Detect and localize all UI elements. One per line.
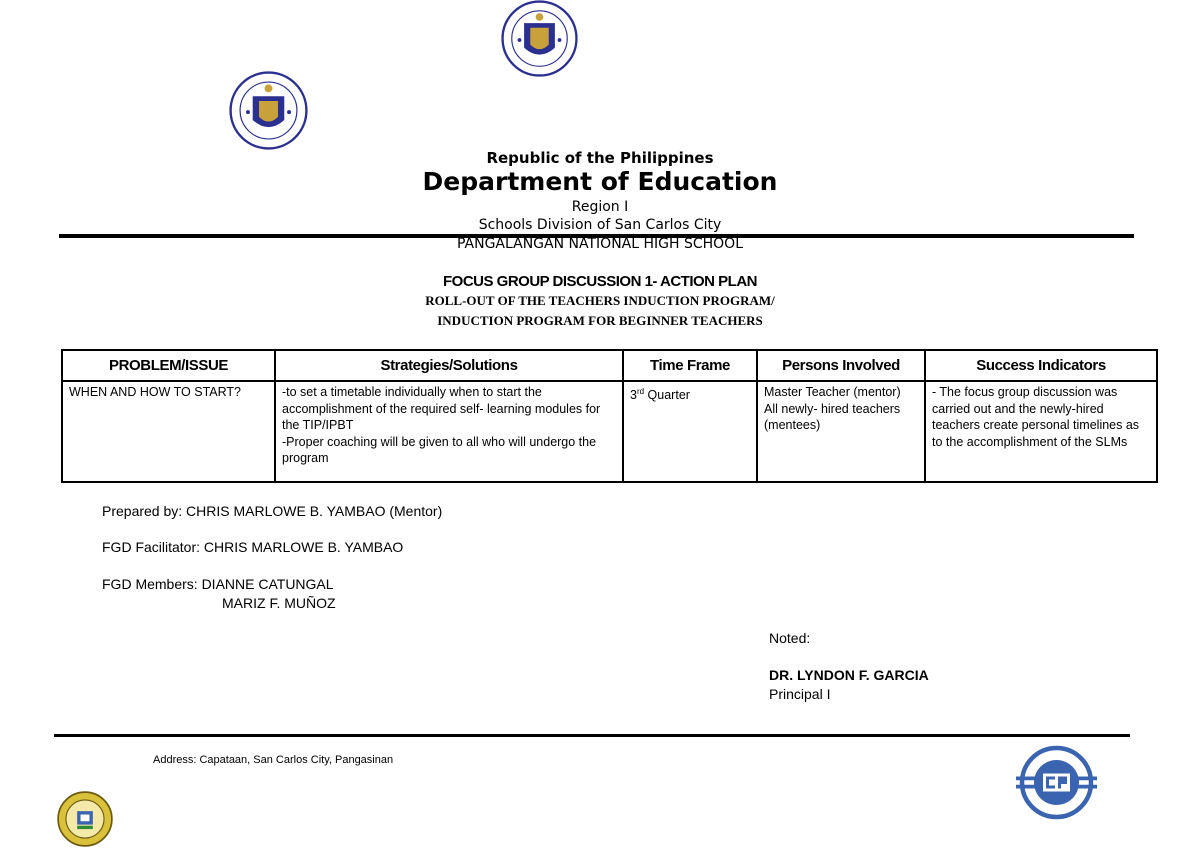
header-republic: Republic of the Philippines [486, 149, 714, 167]
cell-time-frame [623, 381, 757, 482]
table-row [62, 381, 1157, 482]
time-frame-number: 3 [630, 388, 637, 403]
cell-problem: WHEN AND HOW TO START? [62, 381, 275, 482]
school-address: Address: Capataan, San Carlos City, Pangasinan [153, 754, 394, 766]
column-header-strategies: Strategies/Solutions [275, 350, 623, 381]
fgd-members: FGD Members: DIANNE CATUNGAL [102, 576, 334, 592]
tgp-quality-logo-icon [1013, 745, 1100, 820]
school-logo-icon [57, 791, 113, 847]
header-division: Schools Division of San Carlos City [478, 217, 722, 233]
fgd-member-2: MARIZ F. MUÑOZ [222, 595, 336, 611]
footer-divider [54, 734, 1130, 737]
cell-success: - The focus group discussion was carried out and the newly-hired teachers create personal timelines as to the accomplishment of the SLMs [925, 381, 1157, 482]
action-plan-table [61, 349, 1158, 483]
cell-persons [757, 381, 925, 482]
cell-strategies [275, 381, 623, 482]
noted-label: Noted: [769, 630, 811, 646]
prepared-by: Prepared by: CHRIS MARLOWE B. YAMBAO (Mentor) [102, 503, 443, 519]
deped-seal-icon [229, 71, 308, 150]
column-header-problem: PROBLEM/ISSUE [62, 350, 275, 381]
person-item: All newly- hired teachers (mentees) [764, 401, 901, 432]
table-header-row [62, 350, 1157, 381]
deped-seal-icon [501, 0, 578, 77]
time-frame-ordinal: rd [636, 387, 645, 396]
column-header-persons: Persons Involved [757, 350, 925, 381]
header-school: PANGALANGAN NATIONAL HIGH SCHOOL [456, 236, 743, 252]
fgd-facilitator: FGD Facilitator: CHRIS MARLOWE B. YAMBAO [102, 539, 404, 555]
strategy-item: -to set a timetable individually when to start the accomplishment of the required self- learning modules for the TIP/IPBT [282, 385, 601, 432]
strategy-item: -Proper coaching will be given to all who will undergo the program [282, 434, 597, 465]
document-subtitle-1: ROLL-OUT OF THE TEACHERS INDUCTION PROGRAM/ [425, 293, 775, 308]
person-item: Master Teacher (mentor) [764, 385, 901, 399]
header-region: Region I [571, 199, 629, 215]
header-department: Department of Education [422, 167, 778, 196]
principal-name: DR. LYNDON F. GARCIA [769, 667, 929, 683]
document-title: FOCUS GROUP DISCUSSION 1- ACTION PLAN [442, 273, 758, 290]
principal-title: Principal I [769, 686, 831, 702]
document-subtitle-2: INDUCTION PROGRAM FOR BEGINNER TEACHERS [437, 313, 763, 328]
column-header-success: Success Indicators [925, 350, 1157, 381]
column-header-time-frame: Time Frame [623, 350, 757, 381]
time-frame-text: Quarter [644, 388, 690, 403]
